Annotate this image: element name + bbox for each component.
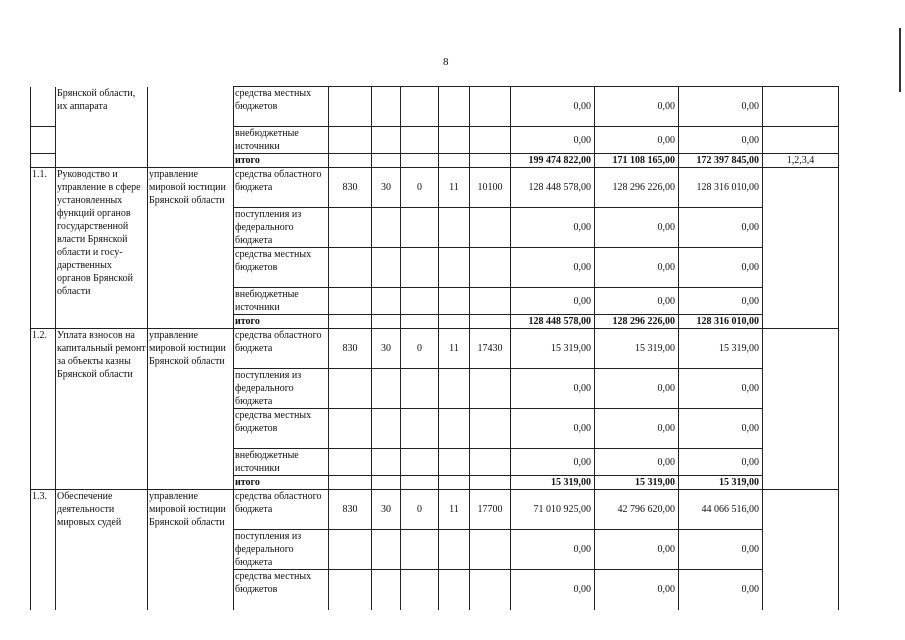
code-pr: 0 (401, 490, 439, 530)
amount-2019: 0,00 (511, 248, 595, 288)
amount-2020: 128 296 226,00 (595, 168, 679, 208)
purpose-links: 1,2,3,4 (763, 154, 839, 168)
amount-2021: 0,00 (679, 570, 763, 610)
amount-2021: 0,00 (679, 127, 763, 154)
amount-2019: 71 010 925,00 (511, 490, 595, 530)
item-title: Брянской области, их аппарата (56, 87, 148, 168)
funding-source: внебюджетные источники (234, 288, 329, 315)
funding-source: средства местных бюджетов (234, 570, 329, 610)
code-vr: 17700 (470, 490, 511, 530)
amount-2021: 128 316 010,00 (679, 168, 763, 208)
executor: управление мировой юстиции Брянской области (148, 490, 234, 610)
amount-2019: 0,00 (511, 127, 595, 154)
amount-2020: 0,00 (595, 570, 679, 610)
amount-2020: 0,00 (595, 87, 679, 127)
funding-source: средства областного бюджета (234, 329, 329, 369)
total-2021: 15 319,00 (679, 476, 763, 490)
funding-source: поступления из федерального бюджета (234, 530, 329, 570)
code-rz: 30 (372, 329, 401, 369)
amount-2020: 0,00 (595, 208, 679, 248)
code-rz: 30 (372, 490, 401, 530)
scan-edge-mark (899, 28, 901, 92)
amount-2021: 0,00 (679, 208, 763, 248)
amount-2020: 0,00 (595, 409, 679, 449)
amount-2019: 0,00 (511, 288, 595, 315)
item-number: 1.3. (31, 490, 56, 610)
total-label: итого (234, 154, 329, 168)
amount-2019: 0,00 (511, 530, 595, 570)
total-2020: 15 319,00 (595, 476, 679, 490)
funding-source: средства местных бюджетов (234, 409, 329, 449)
code-gr: 830 (329, 329, 372, 369)
code-gr: 830 (329, 168, 372, 208)
executor: управление мировой юстиции Брянской области (148, 329, 234, 490)
funding-source: внебюджетные источники (234, 449, 329, 476)
code-vr: 17430 (470, 329, 511, 369)
table-row (31, 490, 839, 530)
amount-2020: 0,00 (595, 248, 679, 288)
amount-2020: 15 319,00 (595, 329, 679, 369)
amount-2021: 0,00 (679, 288, 763, 315)
amount-2019: 0,00 (511, 369, 595, 409)
item-title: Руководство и управление в сфере установленных функций органов государственной власти Брянской области и госу-дарственных органов Брянской области (56, 168, 148, 329)
total-2019: 15 319,00 (511, 476, 595, 490)
amount-2021: 0,00 (679, 87, 763, 127)
executor: управление мировой юстиции Брянской области (148, 168, 234, 329)
total-label: итого (234, 315, 329, 329)
amount-2020: 0,00 (595, 369, 679, 409)
code-vr: 10100 (470, 168, 511, 208)
page-number: 8 (443, 56, 449, 68)
amount-2021: 0,00 (679, 530, 763, 570)
amount-2019: 0,00 (511, 87, 595, 127)
item-title: Обеспечение деятельности мировых судей (56, 490, 148, 610)
item-number: 1.1. (31, 168, 56, 329)
item-number: 1.2. (31, 329, 56, 490)
funding-source: внебюджетные источники (234, 127, 329, 154)
amount-2019: 0,00 (511, 570, 595, 610)
funding-source: средства местных бюджетов (234, 87, 329, 127)
total-2021: 128 316 010,00 (679, 315, 763, 329)
total-2021: 172 397 845,00 (679, 154, 763, 168)
amount-2020: 42 796 620,00 (595, 490, 679, 530)
code-gr: 830 (329, 490, 372, 530)
funding-source: средства местных бюджетов (234, 248, 329, 288)
code-cs: 11 (439, 329, 470, 369)
amount-2020: 0,00 (595, 449, 679, 476)
total-2019: 199 474 822,00 (511, 154, 595, 168)
item-title: Уплата взносов на капитальный ремонт за объекты казны Брянской области (56, 329, 148, 490)
amount-2019: 15 319,00 (511, 329, 595, 369)
funding-source: поступления из федерального бюджета (234, 208, 329, 248)
amount-2020: 0,00 (595, 288, 679, 315)
amount-2019: 128 448 578,00 (511, 168, 595, 208)
code-cs: 11 (439, 490, 470, 530)
code-pr: 0 (401, 329, 439, 369)
table-row (31, 329, 839, 369)
funding-source: средства областного бюджета (234, 490, 329, 530)
funding-source: средства областного бюджета (234, 168, 329, 208)
amount-2021: 0,00 (679, 369, 763, 409)
total-2020: 171 108 165,00 (595, 154, 679, 168)
code-pr: 0 (401, 168, 439, 208)
total-2019: 128 448 578,00 (511, 315, 595, 329)
amount-2020: 0,00 (595, 530, 679, 570)
amount-2021: 0,00 (679, 248, 763, 288)
amount-2021: 0,00 (679, 409, 763, 449)
total-2020: 128 296 226,00 (595, 315, 679, 329)
amount-2021: 0,00 (679, 449, 763, 476)
amount-2021: 15 319,00 (679, 329, 763, 369)
budget-table (30, 86, 839, 610)
table-row (31, 168, 839, 208)
code-cs: 11 (439, 168, 470, 208)
amount-2019: 0,00 (511, 208, 595, 248)
amount-2019: 0,00 (511, 409, 595, 449)
amount-2021: 44 066 516,00 (679, 490, 763, 530)
amount-2020: 0,00 (595, 127, 679, 154)
code-rz: 30 (372, 168, 401, 208)
table-row (31, 87, 839, 127)
amount-2019: 0,00 (511, 449, 595, 476)
funding-source: поступления из федерального бюджета (234, 369, 329, 409)
total-label: итого (234, 476, 329, 490)
